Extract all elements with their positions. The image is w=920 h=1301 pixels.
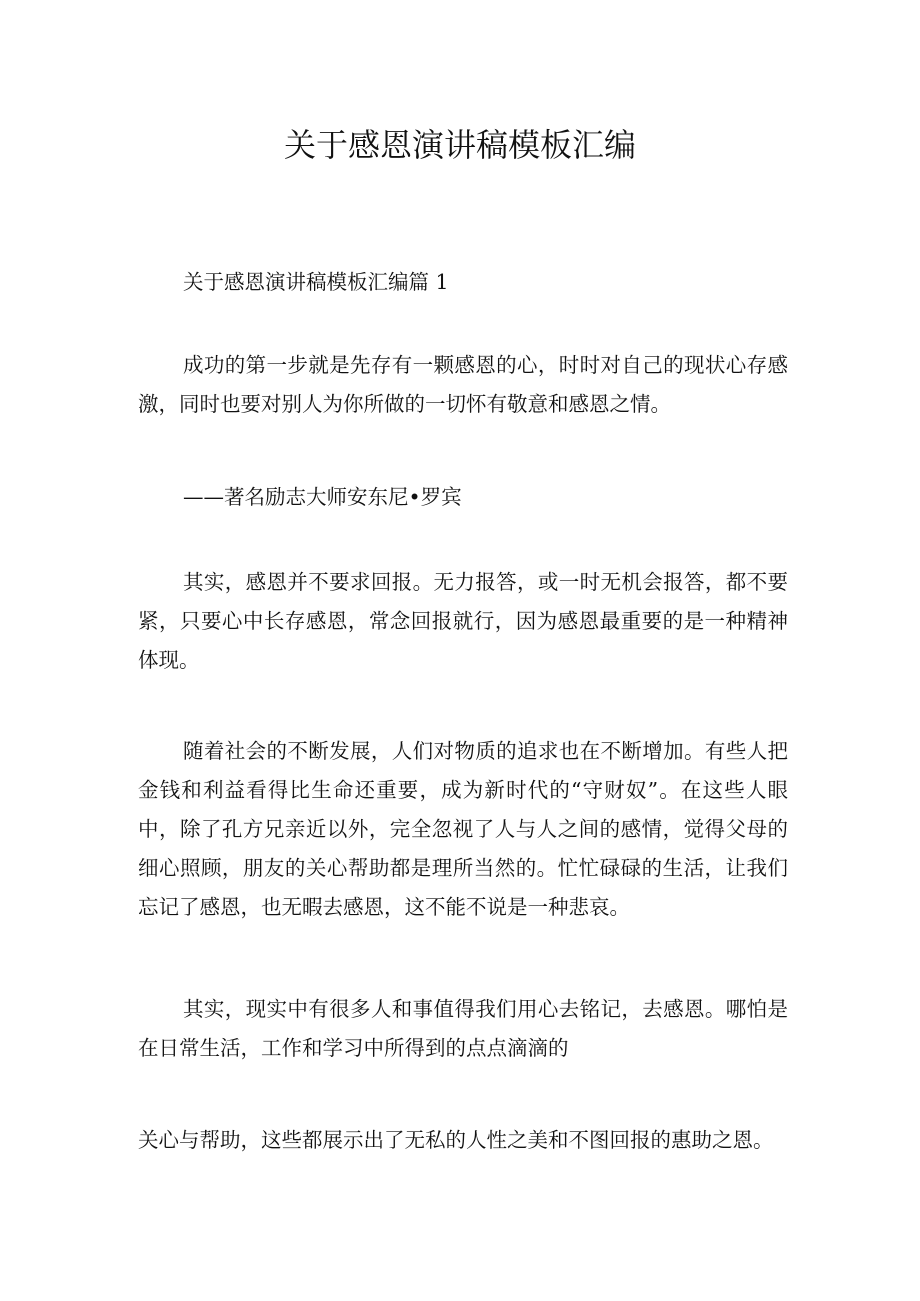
body-paragraph: 其实，感恩并不要求回报。无力报答，或一时无机会报答，都不要紧，只要心中长存感恩，常念回报就行，因为感恩最重要的是一种精神体现。 [138, 570, 788, 672]
opening-quote: 成功的第一步就是先存有一颗感恩的心，时时对自己的现状心存感激，同时也要对别人为你所做的一切怀有敬意和感恩之情。 [138, 353, 788, 416]
section-heading: 关于感恩演讲稿模板汇编篇 1 [183, 270, 449, 294]
body-paragraph: 其实，现实中有很多人和事值得我们用心去铭记，去感恩。哪怕是在日常生活，工作和学习中所得到的点点滴滴的 [138, 997, 788, 1060]
body-paragraph-continuation: 关心与帮助，这些都展示出了无私的人性之美和不图回报的惠助之恩。 [138, 1128, 774, 1152]
quote-attribution: ——著名励志大师安东尼•罗宾 [183, 485, 462, 509]
document-title: 关于感恩演讲稿模板汇编 [283, 126, 636, 164]
body-paragraph: 随着社会的不断发展，人们对物质的追求也在不断增加。有些人把金钱和利益看得比生命还重要，成为新时代的“守财奴”。在这些人眼中，除了孔方兄亲近以外，完全忽视了人与人之间的感情，觉得父母的细心照顾，朋友的关心帮助都是理所当然的。忙忙碌碌的生活，让我们忘记了感恩，也无暇去感恩，这不能不说是一种悲哀。 [138, 739, 788, 919]
